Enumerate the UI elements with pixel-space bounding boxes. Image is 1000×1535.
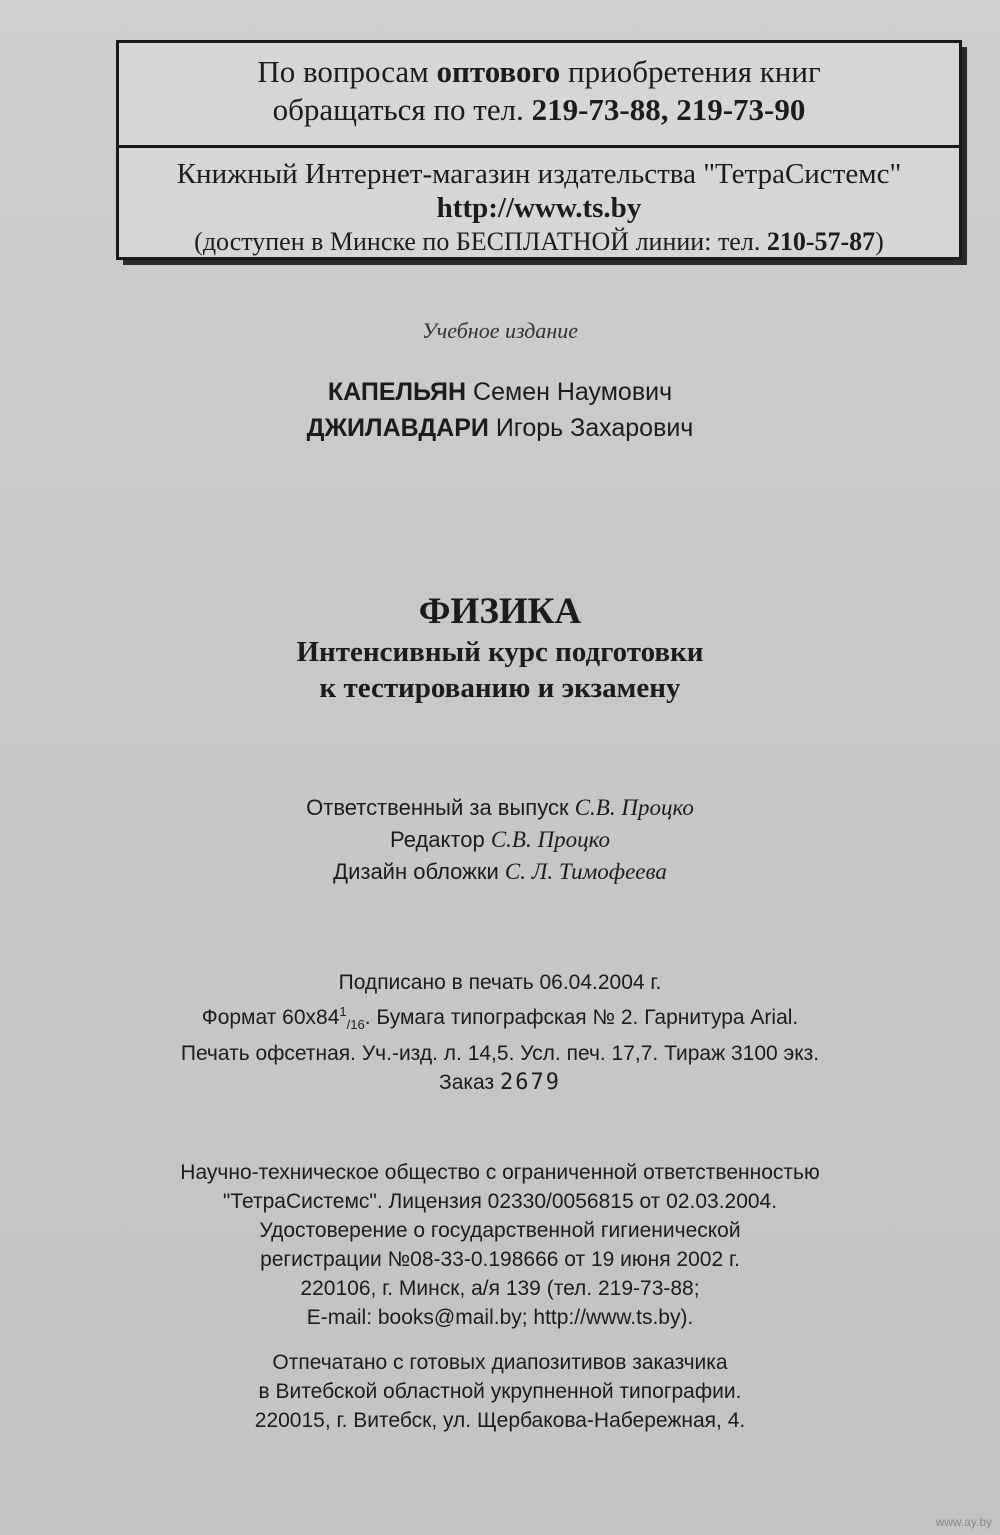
credit-cover-design: Дизайн обложки С. Л. Тимофеева xyxy=(333,859,667,884)
printer-line: Отпечатано с готовых диапозитивов заказчика xyxy=(272,1351,728,1374)
credit-responsible: Ответственный за выпуск С.В. Процко xyxy=(306,795,694,820)
wholesale-info-box xyxy=(116,40,962,260)
publisher-line: "ТетраСистемс". Лицензия 02330/0056815 от 02.03.2004. xyxy=(222,1190,778,1213)
printer-info xyxy=(0,1348,1000,1435)
publisher-line: регистрации №08-33-0.198666 от 19 июня 2002 г. xyxy=(260,1248,740,1271)
wholesale-contact xyxy=(119,43,959,148)
author-1: КАПЕЛЬЯН Семен Наумович xyxy=(327,378,673,406)
publisher-line: 220106, г. Минск, а/я 139 (тел. 219-73-88; xyxy=(300,1277,700,1300)
online-store-line: Книжный Интернет-магазин издательства "ТетраСистемс" xyxy=(176,158,902,190)
publisher-line: Научно-техническое общество с ограниченной ответственностью xyxy=(180,1161,820,1184)
format-line: Формат $60x84^1_{/16}$. Бумага типографская № 2. Гарнитура Arial. xyxy=(201,1004,799,1033)
wholesale-phones: 219-73-88, 219-73-90 xyxy=(531,92,806,127)
order-line: Заказ 2679 xyxy=(439,1070,561,1096)
print-details xyxy=(0,968,1000,1097)
print-line: Печать офсетная. Уч.-изд. л. 14,5. Усл. печ. 17,7. Тираж 3100 экз. xyxy=(180,1042,820,1066)
author-2: ДЖИЛАВДАРИ Игорь Захарович xyxy=(306,414,694,442)
printer-line: 220015, г. Витебск, ул. Щербакова-Набережная, 4. xyxy=(254,1409,746,1432)
free-line-info: (доступен в Минске по БЕСПЛАТНОЙ линии: тел. 210-57-87) xyxy=(194,227,884,256)
wholesale-line-1: По вопросам оптового приобретения книг xyxy=(257,54,821,89)
free-line-phone: 210-57-87 xyxy=(766,227,876,256)
publisher-line: E-mail: books@mail.by; http://www.ts.by). xyxy=(306,1306,694,1329)
online-store-info xyxy=(119,151,959,257)
publisher-line: Удостоверение о государственной гигиенической xyxy=(259,1219,741,1242)
site-watermark: www.ay.by xyxy=(935,1515,992,1529)
order-number: 2679 xyxy=(499,1070,561,1096)
edition-type: Учебное издание xyxy=(421,318,579,343)
credits xyxy=(0,792,1000,888)
publisher-info xyxy=(0,1158,1000,1332)
authors xyxy=(0,374,1000,446)
wholesale-line-2: обращаться по тел. 219-73-88, 219-73-90 xyxy=(272,92,806,127)
store-url: http://www.ts.by xyxy=(436,192,642,224)
book-title: ФИЗИКА xyxy=(418,591,582,632)
printer-line: в Витебской областной укрупненной типографии. xyxy=(258,1380,742,1403)
signed-date: Подписано в печать 06.04.2004 г. xyxy=(338,971,662,994)
book-subtitle: Интенсивный курс подготовки к тестированию и экзамену xyxy=(296,636,704,704)
credit-editor: Редактор С.В. Процко xyxy=(390,827,610,852)
